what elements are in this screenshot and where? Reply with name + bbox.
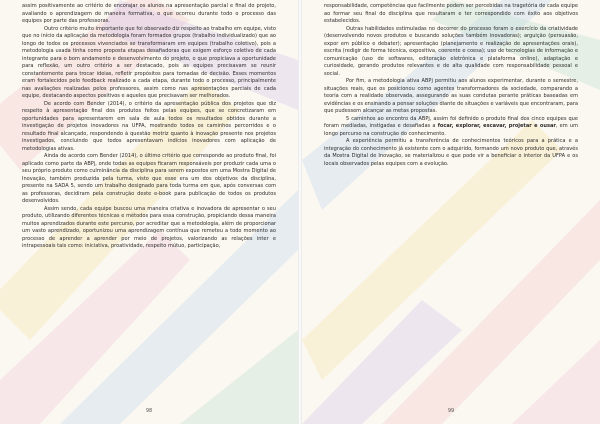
page-number-right: 99: [447, 408, 455, 414]
right-paragraph-4-text: 5 caminhos ao encontro da ABPj, assim foi definido o produto final dos cinco equipes que foram mediadas, instigadas e desafiadas a: [324, 115, 578, 129]
right-paragraph-4-end: , em um longo percurso na construção do conhecimento.: [324, 123, 578, 137]
left-paragraph-1: assim positivamente ao critério de encorajar os alunos na apresentação parcial e final do projeto, avaliando o aprendizagem de maneira formativa, o que ocorreu durante todo o processo das equipes por parte das professoras.: [22, 3, 276, 24]
right-paragraph-3: Por fim, a metodologia ativa ABPj permitiu aos alunos experimentar, durante o semestre, situações reais, que os posicionou como agentes transformadores da sociedade, comparando a teoria com a realidade observada, assegurando as suas condutas perante práticas baseadas em evidências e os ensinando a pensar soluções diante de situações e variáveis que encontraram, para que pudessem alcançar as metas propostas.: [324, 78, 578, 114]
left-paragraph-4: Ainda de acordo com Bender (2014), o último critério que corresponde ao produto final, foi aplicado como parte da ABPj, onde todas as equipes ficaram responsáveis por produzir cada uma o seu próprio produto como culminância da disciplina para serem expostos em uma Mostra Digital de Inovação, também produzida pela turma, visto que esse era um dos objetivos da disciplina, presente na SADA 5, sendo um trabalho designado para toda turma em que, após conversas com as professoras, decidiram pela construção deste e-book para publicação de todos os produtos desenvolvidos.: [22, 153, 276, 204]
right-paragraph-4-bold: focar, explorar, escavar, projetar e ousar: [437, 123, 556, 129]
left-paragraph-5: Assim sendo, cada equipe buscou uma maneira criativa e inovadora de apresentar o seu produto, utilizando diferentes técnicas e métodos para essa construção, propiciando dessa maneira muitos aprendizados durante este percurso, por acreditar que a metodologia, além de proporcionar um vasto aprendizado, oportunizou uma aprendizagem contínua que remeteu a todo momento ao processo de aprender a aprender por meio de projetos, valorizando as relações inter e intrapessoais tais como: iniciativa, proatividade, respeito mútuo, participação,: [22, 205, 276, 249]
right-page-text: [324, 3, 578, 168]
left-page-text: [22, 3, 276, 251]
right-paragraph-5: A experiência permitiu a transferência de conhecimentos teóricos para a prática e a integração do conhecimento já existente com o adquirido, formando um novo produto que, através da Mostra Digital de Inovação, se materializou e que pode vir a beneficiar o interior da UFPA e os locais observados pelas equipes com a evolução.: [324, 138, 578, 167]
page-number-left: 98: [145, 408, 153, 414]
right-paragraph-4: [324, 116, 578, 139]
right-page: [302, 0, 600, 424]
left-paragraph-3: De acordo com Bender (2014), o critério da apresentação pública dos projetos que diz respeito à apresentação final dos produtos feitos pelas equipes, que se concretizaram em oportunidades para apresentarem em sala de aula todos os resultados obtidos durante a investigação de projetos inovadores na UFPA, mostrando todos os caminhos percorridos e o resultado final alcançado, respondendo à questão motriz quanto à inovação presente nos projetos investigados, concluindo que todos apresentavam indícios inovadores com aplicação de metodologias ativas.: [22, 100, 276, 152]
right-paragraph-1: responsabilidade, competências que facilmente podem ser percebidas na tragetória de cada equipe ao formar seu final do disciplina que resultaram e ter correspondido com êxito aos objetivos estabelecidos.: [324, 3, 578, 24]
left-page: [0, 0, 298, 424]
right-paragraph-2: Outras habilidades estimuladas no decorrer do processo foram o exercício da criatividade (desenvolvendo novos produtos e buscando soluções também inovadoras); arguição (persuasão, expor em público e debater); apresentação (planejamento e realização de apresentações orais), escrita (redigir de forma técnica, expositiva, coerente e coesa); uso de tecnologias de informação e comunicação (uso de softwares, editoração eletrônica e plataforma online), adaptação e curiosidade, gerando produtos relevantes e de alta qualidade com responsabilidade pessoal e social.: [324, 25, 578, 77]
left-paragraph-2: Outro critério muito importante que foi observado diz respeito ao trabalho em equipe, visto que no início da aplicação da metodologia foram formados grupos (trabalho individualizado) que ao longo de todos os processos vivenciados se transformaram em equipes (trabalho coletivo), pois a metodologia usada tinha como proposta etapas desafiadoras que exigem esforço coletivo de cada integrante para o bom andamento e desenvolvimento do projeto, o que propiciava a oportunidade para reflexão, um outro critério a ser destacado, pois as equipes precisavam se reunir constantemente para trocar ideias, refletir propósitos para tomadas de decisão. Esses momentos eram fortalecidos pelo feedback realizado a cada etapa, durante todo o processo, principalmente nas avaliações realizadas pelos professores, assim como nas apresentações parciais de cada equipe, destacando aspectos positivos e aqueles que precisavam ser melhorados.: [22, 25, 276, 99]
